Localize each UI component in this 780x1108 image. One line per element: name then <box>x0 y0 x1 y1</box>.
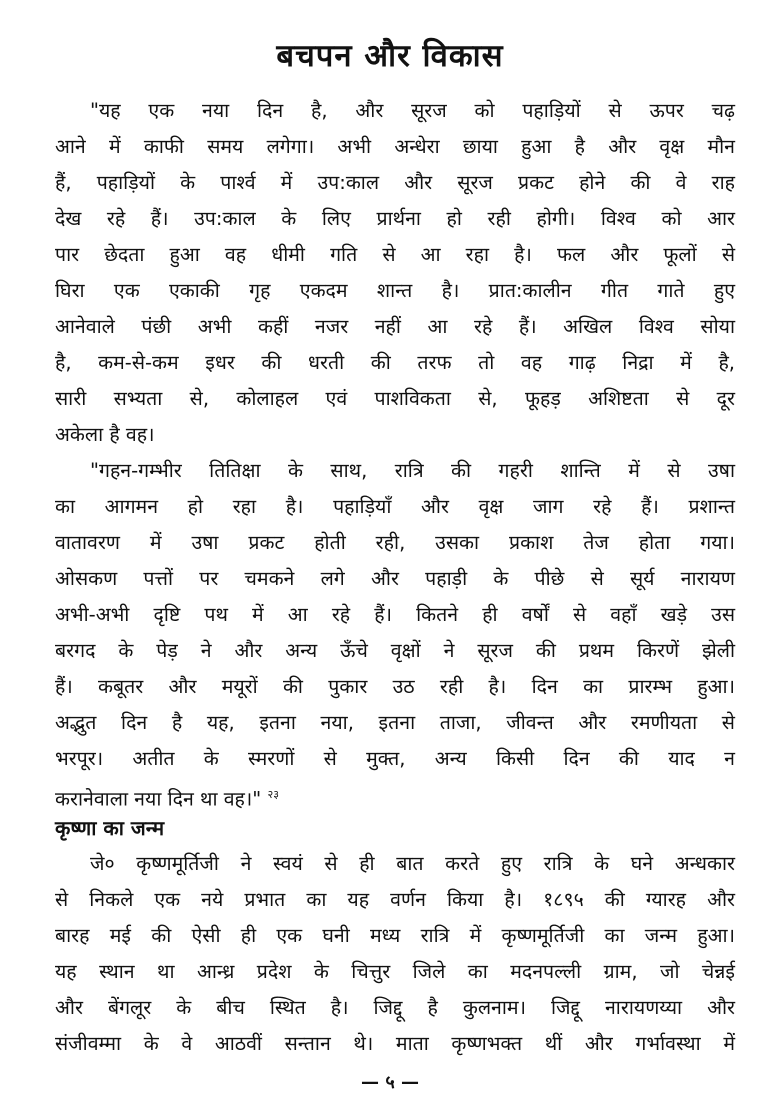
text-line: देख रहे हैं। उप:काल के लिए प्रार्थना हो रही होगी। विश्व को आर <box>55 207 735 230</box>
text-line: जे० कृष्णमूर्तिजी ने स्वयं से ही बात करते हुए रात्रि के घने अन्धकार <box>90 852 735 875</box>
text-line: से निकले एक नये प्रभात का यह वर्णन किया है। १८९५ की ग्यारह और <box>55 888 735 911</box>
text-line: अकेला है वह। <box>55 423 155 446</box>
text-line: वातावरण में उषा प्रकट होती रही, उसका प्रकाश तेज होता गया। <box>55 531 735 554</box>
text-line: हैं, पहाड़ियों के पार्श्व में उप:काल और सूरज प्रकट होने की वे राह <box>55 171 735 194</box>
section-heading: कृष्णा का जन्म <box>55 816 165 840</box>
text-line: पार छेदता हुआ वह धीमी गति से आ रहा है। फल और फूलों से <box>55 243 735 266</box>
text-line: है, कम-से-कम इधर की धरती की तरफ तो वह गाढ़ निद्रा में है, <box>55 351 735 374</box>
text-line-content: करानेवाला नया दिन था वह।" <box>55 787 262 811</box>
text-line: सारी सभ्यता से, कोलाहल एवं पाशविकता से, फूहड़ अशिष्टता से दूर <box>55 387 735 410</box>
text-line: का आगमन हो रहा है। पहाड़ियाँ और वृक्ष जाग रहे हैं। प्रशान्त <box>55 495 735 518</box>
text-line: ओसकण पत्तों पर चमकने लगे और पहाड़ी के पीछे से सूर्य नारायण <box>55 567 735 590</box>
chapter-title: बचपन और विकास <box>276 38 504 74</box>
text-line: आनेवाले पंछी अभी कहीं नजर नहीं आ रहे हैं। अखिल विश्व सोया <box>55 315 735 338</box>
text-line: बरगद के पेड़ ने और अन्य ऊँचे वृक्षों ने सूरज की प्रथम किरणें झेली <box>55 639 735 662</box>
text-line: भरपूर। अतीत के स्मरणों से मुक्त, अन्य किसी दिन की याद न <box>55 747 735 770</box>
footnote-marker: २३ <box>267 788 279 801</box>
text-line: और बेंगलूर के बीच स्थित है। जिद्दू है कुलनाम। जिद्दू नारायणय्या और <box>55 996 735 1019</box>
text-line: संजीवम्मा के वे आठवीं सन्तान थे। माता कृष्णभक्त थीं और गर्भावस्था में <box>55 1032 735 1055</box>
text-line: अद्भुत दिन है यह, इतना नया, इतना ताजा, जीवन्त और रमणीयता से <box>55 711 735 734</box>
text-line: "गहन-गम्भीर तितिक्षा के साथ, रात्रि की गहरी शान्ति में से उषा <box>90 459 735 482</box>
text-line: घिरा एक एकाकी गृह एकदम शान्त है। प्रात:कालीन गीत गाते हुए <box>55 279 735 302</box>
page-number: — ५ — <box>361 1072 419 1093</box>
text-line: "यह एक नया दिन है, और सूरज को पहाड़ियों से ऊपर चढ़ <box>90 99 735 122</box>
text-line: आने में काफी समय लगेगा। अभी अन्धेरा छाया हुआ है और वृक्ष मौन <box>55 135 735 158</box>
text-line: हैं। कबूतर और मयूरों की पुकार उठ रही है। दिन का प्रारम्भ हुआ। <box>55 675 735 698</box>
text-line: यह स्थान था आन्ध्र प्रदेश के चित्तुर जिले का मदनपल्ली ग्राम, जो चेन्नई <box>55 960 735 983</box>
text-line: अभी-अभी दृष्टि पथ में आ रहे हैं। कितने ही वर्षों से वहाँ खड़े उस <box>55 603 735 626</box>
text-line: बारह मई की ऐसी ही एक घनी मध्य रात्रि में कृष्णमूर्तिजी का जन्म हुआ। <box>55 924 735 947</box>
